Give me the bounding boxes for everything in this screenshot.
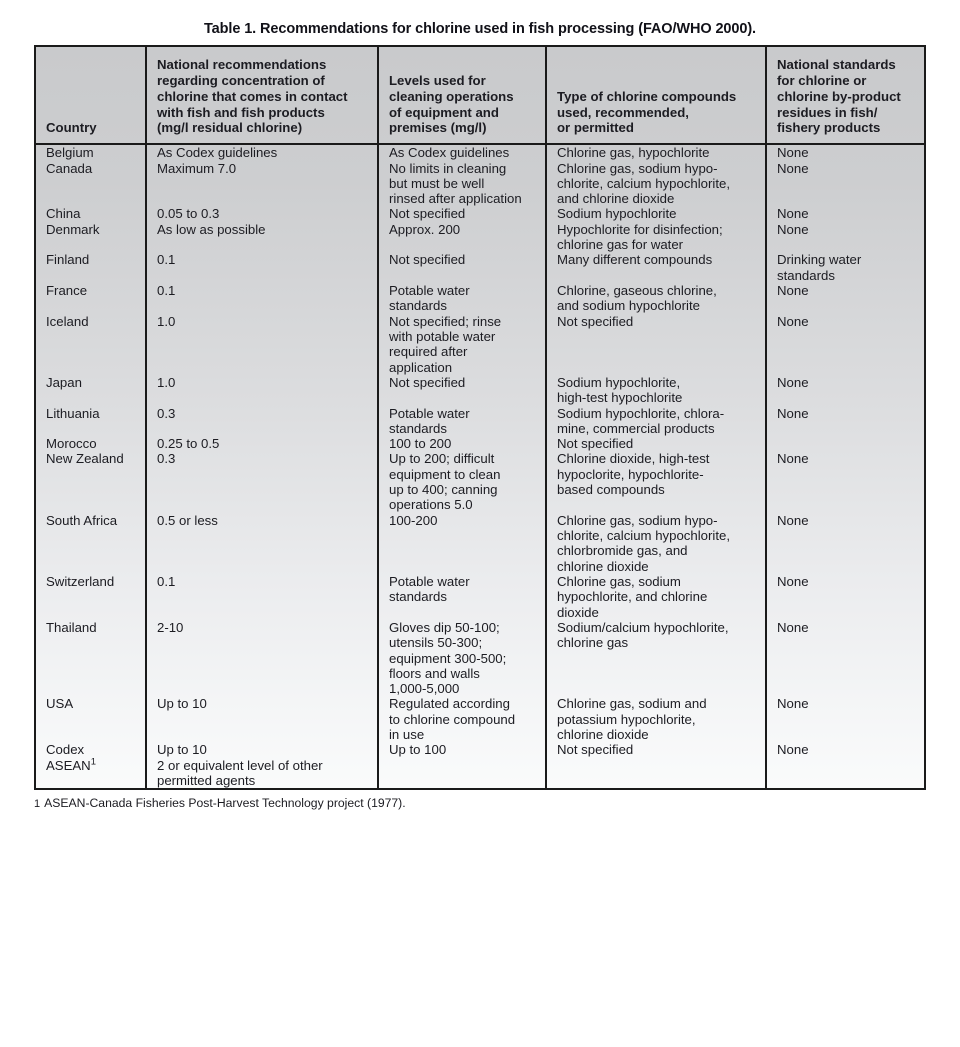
cell-line: high-test hypochlorite xyxy=(557,390,683,406)
cell-national-standards xyxy=(766,252,924,283)
cell-cleaning-levels xyxy=(378,206,546,221)
column-header-line: Country xyxy=(46,120,97,136)
cell-line: Sodium hypochlorite, chlora- xyxy=(557,405,725,421)
cell-line: and chlorine dioxide xyxy=(557,191,675,207)
cell-line: Regulated according xyxy=(389,696,510,712)
cell-national-recommendations xyxy=(146,222,378,253)
country-name: Switzerland xyxy=(46,573,115,589)
cell-compound-types xyxy=(546,742,766,757)
cell-line: Sodium/calcium hypochlorite, xyxy=(557,619,729,635)
cell-line: Up to 10 xyxy=(157,742,207,758)
cell-cleaning-levels xyxy=(378,314,546,375)
cell-line: 0.1 xyxy=(157,283,176,299)
cell-national-standards xyxy=(766,436,924,451)
cell-national-recommendations xyxy=(146,574,378,620)
cell-line: None xyxy=(777,512,809,528)
cell-compound-types xyxy=(546,758,766,789)
cell-compound-types xyxy=(546,406,766,437)
cell-line: but must be well xyxy=(389,175,485,191)
cell-country xyxy=(36,161,146,207)
cell-line: permitted agents xyxy=(157,773,256,789)
cell-national-standards xyxy=(766,513,924,574)
country-name: Denmark xyxy=(46,221,100,237)
cell-line: Potable water xyxy=(389,573,470,589)
table-row xyxy=(36,620,924,697)
cell-national-standards xyxy=(766,574,924,620)
cell-line: Sodium hypochlorite xyxy=(557,206,677,222)
cell-line: None xyxy=(777,160,809,176)
cell-national-standards xyxy=(766,406,924,437)
column-header-line: chlorine by-product xyxy=(777,88,901,104)
country-name: New Zealand xyxy=(46,451,124,467)
table-row xyxy=(36,252,924,283)
cell-line: operations 5.0 xyxy=(389,497,473,513)
cell-line: Not specified xyxy=(389,252,466,268)
cell-compound-types xyxy=(546,574,766,620)
table-caption: Table 1. Recommendations for chlorine used in fish processing (FAO/WHO 2000). xyxy=(203,21,756,37)
cell-line: Not specified; rinse xyxy=(389,313,502,329)
cell-national-recommendations xyxy=(146,696,378,742)
cell-line: equipment to clean xyxy=(389,466,501,482)
cell-line: Chlorine gas, sodium xyxy=(557,573,681,589)
cell-national-standards xyxy=(766,375,924,406)
cell-line: Chlorine, gaseous chlorine, xyxy=(557,283,717,299)
country-name: Codex xyxy=(46,742,85,758)
cell-line: Up to 100 xyxy=(389,742,447,758)
cell-cleaning-levels xyxy=(378,222,546,253)
cell-line: chlorine gas xyxy=(557,635,629,651)
cell-line: None xyxy=(777,145,809,161)
table-row xyxy=(36,314,924,375)
column-header-national-recommendations xyxy=(146,47,378,144)
country-name: Japan xyxy=(46,374,82,390)
cell-line: standards xyxy=(777,267,835,283)
cell-line: 2-10 xyxy=(157,619,184,635)
cell-country xyxy=(36,314,146,375)
country-name: South Africa xyxy=(46,512,118,528)
cell-line: Potable water xyxy=(389,405,470,421)
cell-national-recommendations xyxy=(146,252,378,283)
column-header-line: residues in fish/ xyxy=(777,104,878,120)
cell-cleaning-levels xyxy=(378,758,546,789)
table-container xyxy=(34,45,926,790)
cell-cleaning-levels xyxy=(378,513,546,574)
cell-compound-types xyxy=(546,620,766,697)
cell-country xyxy=(36,283,146,314)
table-header-row xyxy=(36,47,924,144)
cell-national-recommendations xyxy=(146,375,378,406)
cell-line: up to 400; canning xyxy=(389,482,498,498)
cell-cleaning-levels xyxy=(378,406,546,437)
cell-line: 0.05 to 0.3 xyxy=(157,206,220,222)
cell-compound-types xyxy=(546,252,766,283)
column-header-line: premises (mg/l) xyxy=(389,120,487,136)
column-header-country xyxy=(36,47,146,144)
column-header-line: with fish and fish products xyxy=(157,104,325,120)
cell-country xyxy=(36,206,146,221)
cell-line: Not specified xyxy=(557,313,634,329)
cell-cleaning-levels xyxy=(378,375,546,406)
footnote-number: 1 xyxy=(34,798,41,811)
cell-compound-types xyxy=(546,314,766,375)
column-header-line: National standards xyxy=(777,57,896,72)
cell-line: None xyxy=(777,619,809,635)
cell-line: with potable water xyxy=(389,328,496,344)
cell-line: based compounds xyxy=(557,482,665,498)
cell-national-recommendations xyxy=(146,314,378,375)
cell-national-standards xyxy=(766,696,924,742)
cell-line: rinsed after application xyxy=(389,191,522,207)
table-row xyxy=(36,375,924,406)
cell-line: chlorine dioxide xyxy=(557,727,649,743)
footnote-marker: 1 xyxy=(90,756,97,768)
cell-national-standards xyxy=(766,144,924,160)
country-name: Belgium xyxy=(46,145,94,161)
cell-line: None xyxy=(777,221,809,237)
cell-national-standards xyxy=(766,314,924,375)
cell-compound-types xyxy=(546,696,766,742)
column-header-national-standards xyxy=(766,47,924,144)
cell-line: standards xyxy=(389,298,447,314)
table-footnote xyxy=(34,796,926,810)
cell-country xyxy=(36,758,146,789)
table-row xyxy=(36,436,924,451)
cell-line: hypochlorite, and chlorine xyxy=(557,589,708,605)
cell-line: Up to 200; difficult xyxy=(389,451,495,467)
cell-line: required after xyxy=(389,344,468,360)
cell-line: None xyxy=(777,283,809,299)
cell-national-standards xyxy=(766,620,924,697)
cell-country xyxy=(36,252,146,283)
cell-national-recommendations xyxy=(146,742,378,757)
country-name: Morocco xyxy=(46,436,97,452)
cell-compound-types xyxy=(546,283,766,314)
cell-national-standards xyxy=(766,742,924,757)
cell-line: Potable water xyxy=(389,283,470,299)
table-header xyxy=(36,47,924,144)
column-header-line: of equipment and xyxy=(389,104,499,120)
cell-line: No limits in cleaning xyxy=(389,160,507,176)
country-name: USA xyxy=(46,696,74,712)
cell-line: Drinking water xyxy=(777,252,862,268)
cell-line: Chlorine gas, hypochlorite xyxy=(557,145,710,161)
cell-national-recommendations xyxy=(146,436,378,451)
cell-line: 2 or equivalent level of other xyxy=(157,757,323,773)
cell-national-standards xyxy=(766,206,924,221)
table-row xyxy=(36,144,924,160)
cell-line: 100 to 200 xyxy=(389,436,452,452)
column-header-line: Levels used for xyxy=(389,72,486,88)
cell-line: chlorbromide gas, and xyxy=(557,543,688,559)
country-name: Iceland xyxy=(46,313,89,329)
cell-compound-types xyxy=(546,436,766,451)
cell-line: Approx. 200 xyxy=(389,221,461,237)
cell-national-recommendations xyxy=(146,206,378,221)
column-header-line: (mg/l residual chlorine) xyxy=(157,120,303,136)
cell-country xyxy=(36,375,146,406)
cell-country xyxy=(36,620,146,697)
table-body xyxy=(36,144,924,788)
cell-line: potassium hypochlorite, xyxy=(557,711,696,727)
cell-line: Chlorine gas, sodium hypo- xyxy=(557,512,718,528)
table-row xyxy=(36,406,924,437)
cell-country xyxy=(36,406,146,437)
cell-line: Up to 10 xyxy=(157,696,207,712)
column-header-line: used, recommended, xyxy=(557,104,689,120)
cell-line: standards xyxy=(389,589,447,605)
cell-line: 100-200 xyxy=(389,512,438,528)
cell-cleaning-levels xyxy=(378,451,546,512)
cell-national-recommendations xyxy=(146,620,378,697)
cell-line: 0.1 xyxy=(157,252,176,268)
recommendations-table xyxy=(36,47,924,788)
cell-compound-types xyxy=(546,222,766,253)
cell-line: Not specified xyxy=(389,206,466,222)
cell-line: Many different compounds xyxy=(557,252,713,268)
footnote-text: ASEAN-Canada Fisheries Post-Harvest Technology project (1977). xyxy=(44,796,406,811)
table-row xyxy=(36,574,924,620)
table-row xyxy=(36,758,924,789)
country-name: Canada xyxy=(46,160,93,176)
cell-cleaning-levels xyxy=(378,696,546,742)
column-header-line: or permitted xyxy=(557,120,634,136)
cell-line: application xyxy=(389,359,453,375)
cell-compound-types xyxy=(546,513,766,574)
cell-line: chlorite, calcium hypochlorite, xyxy=(557,528,730,544)
country-name: Lithuania xyxy=(46,405,100,421)
cell-line: hypoclorite, hypochlorite- xyxy=(557,466,704,482)
column-header-cleaning-levels xyxy=(378,47,546,144)
cell-line: chlorite, calcium hypochlorite, xyxy=(557,175,730,191)
cell-line: chlorine dioxide xyxy=(557,558,649,574)
table-row xyxy=(36,742,924,757)
column-header-line: fishery products xyxy=(777,120,881,136)
cell-line: and sodium hypochlorite xyxy=(557,298,700,314)
cell-line: dioxide xyxy=(557,604,599,620)
cell-national-recommendations xyxy=(146,513,378,574)
cell-national-recommendations xyxy=(146,406,378,437)
cell-line: Chlorine gas, sodium and xyxy=(557,696,707,712)
country-name: Thailand xyxy=(46,619,97,635)
cell-line: 0.25 to 0.5 xyxy=(157,436,220,452)
cell-line: None xyxy=(777,313,809,329)
country-name: Finland xyxy=(46,252,90,268)
cell-line: Gloves dip 50-100; xyxy=(389,619,500,635)
cell-national-standards xyxy=(766,222,924,253)
column-header-line: Type of chlorine compounds xyxy=(557,88,737,104)
cell-line: Hypochlorite for disinfection; xyxy=(557,221,723,237)
cell-line: Chlorine gas, sodium hypo- xyxy=(557,160,718,176)
cell-line: in use xyxy=(389,727,425,743)
cell-line: floors and walls xyxy=(389,665,480,681)
cell-national-standards xyxy=(766,758,924,789)
country-name: France xyxy=(46,283,88,299)
cell-national-recommendations xyxy=(146,451,378,512)
cell-line: None xyxy=(777,405,809,421)
column-header-line: for chlorine or xyxy=(777,72,867,88)
cell-national-recommendations xyxy=(146,144,378,160)
cell-country xyxy=(36,144,146,160)
cell-cleaning-levels xyxy=(378,283,546,314)
cell-line: 0.3 xyxy=(157,451,176,467)
column-header-compound-types xyxy=(546,47,766,144)
cell-line: 0.5 or less xyxy=(157,512,218,528)
column-header-line: chlorine that comes in contact xyxy=(157,88,348,104)
cell-line: Not specified xyxy=(389,374,466,390)
cell-cleaning-levels xyxy=(378,252,546,283)
cell-line: None xyxy=(777,451,809,467)
cell-compound-types xyxy=(546,161,766,207)
cell-line: 1,000-5,000 xyxy=(389,681,460,697)
cell-line: As Codex guidelines xyxy=(389,145,510,161)
cell-compound-types xyxy=(546,451,766,512)
cell-national-recommendations xyxy=(146,161,378,207)
cell-line: 0.3 xyxy=(157,405,176,421)
cell-country xyxy=(36,696,146,742)
cell-national-recommendations xyxy=(146,283,378,314)
cell-cleaning-levels xyxy=(378,574,546,620)
column-header-line: National recommendations xyxy=(157,57,327,72)
cell-line: utensils 50-300; xyxy=(389,635,483,651)
cell-line: Sodium hypochlorite, xyxy=(557,374,681,390)
cell-line: Not specified xyxy=(557,436,634,452)
table-row xyxy=(36,206,924,221)
cell-compound-types xyxy=(546,375,766,406)
cell-country xyxy=(36,513,146,574)
column-header-line: regarding concentration of xyxy=(157,72,325,88)
cell-line: As low as possible xyxy=(157,221,266,237)
table-row xyxy=(36,513,924,574)
cell-cleaning-levels xyxy=(378,144,546,160)
cell-line: Not specified xyxy=(557,742,634,758)
table-row xyxy=(36,696,924,742)
cell-line: chlorine gas for water xyxy=(557,237,684,253)
table-row xyxy=(36,451,924,512)
cell-country xyxy=(36,451,146,512)
cell-country xyxy=(36,436,146,451)
table-row xyxy=(36,161,924,207)
table-row xyxy=(36,222,924,253)
cell-cleaning-levels xyxy=(378,161,546,207)
cell-line: equipment 300-500; xyxy=(389,650,507,666)
cell-line: None xyxy=(777,374,809,390)
cell-line: None xyxy=(777,742,809,758)
column-header-line: cleaning operations xyxy=(389,88,514,104)
cell-line: standards xyxy=(389,420,447,436)
table-row xyxy=(36,283,924,314)
cell-line: Maximum 7.0 xyxy=(157,160,237,176)
cell-line: None xyxy=(777,573,809,589)
cell-country xyxy=(36,222,146,253)
cell-compound-types xyxy=(546,144,766,160)
cell-cleaning-levels xyxy=(378,620,546,697)
cell-line: 1.0 xyxy=(157,313,176,329)
cell-line: mine, commercial products xyxy=(557,420,715,436)
cell-line: 0.1 xyxy=(157,573,176,589)
cell-country xyxy=(36,574,146,620)
cell-line: As Codex guidelines xyxy=(157,145,278,161)
cell-cleaning-levels xyxy=(378,742,546,757)
cell-line: None xyxy=(777,696,809,712)
cell-cleaning-levels xyxy=(378,436,546,451)
cell-national-standards xyxy=(766,283,924,314)
cell-national-standards xyxy=(766,161,924,207)
cell-line: Chlorine dioxide, high-test xyxy=(557,451,710,467)
country-name: ASEAN xyxy=(46,757,91,773)
cell-national-recommendations xyxy=(146,758,378,789)
cell-line: to chlorine compound xyxy=(389,711,516,727)
country-name: China xyxy=(46,206,81,222)
cell-compound-types xyxy=(546,206,766,221)
cell-line: 1.0 xyxy=(157,374,176,390)
cell-national-standards xyxy=(766,451,924,512)
cell-line: None xyxy=(777,206,809,222)
